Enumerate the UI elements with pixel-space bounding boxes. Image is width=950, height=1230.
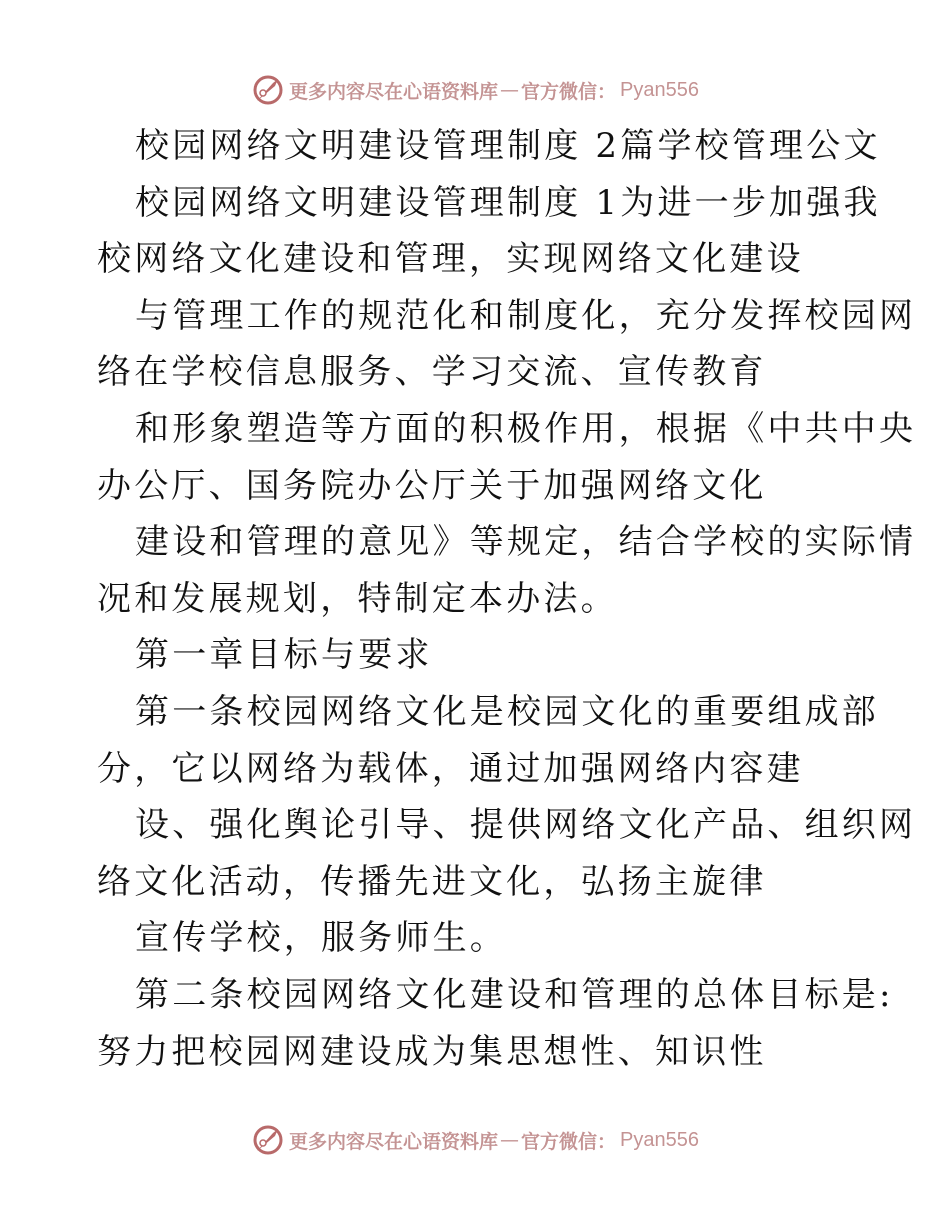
banner-text: 更多内容尽在心语资料库 [289,80,499,103]
paragraph-line: 宣传学校，服务师生。 [135,918,507,959]
paragraph-line: 况和发展规划，特制定本办法。 [97,578,618,619]
quill-logo-icon [251,73,285,107]
paragraph-line: 建设和管理的意见》等规定，结合学校的实际情 [135,522,917,563]
banner-wechat-id: Pyan556 [620,78,699,101]
document-body [97,118,917,1080]
paragraph-line: 校园网络文明建设管理制度 1为进一步加强我 [135,182,881,223]
banner-text: 更多内容尽在心语资料库 [289,1130,499,1153]
chapter-heading: 第一章目标与要求 [135,635,433,676]
paragraph-line: 第二条校园网络文化建设和管理的总体目标是: [135,974,894,1015]
paragraph-line: 络在学校信息服务、学习交流、宣传教育 [97,352,767,393]
banner-wechat-label: 官方微信： [521,80,617,103]
banner-separator: — [500,79,520,101]
paragraph-line: 办公厅、国务院办公厅关于加强网络文化 [97,465,767,506]
paragraph-line: 与管理工作的规范化和制度化，充分发挥校园网 [135,295,917,336]
paragraph-line: 努力把校园网建设成为集思想性、知识性 [97,1031,767,1072]
paragraph-line: 设、强化舆论引导、提供网络文化产品、组织网 [135,805,917,846]
quill-logo-icon [251,1123,285,1157]
banner-wechat-label: 官方微信： [521,1130,617,1153]
header-watermark-banner [0,70,950,110]
paragraph-line: 校网络文化建设和管理，实现网络文化建设 [97,239,804,280]
paragraph-line: 和形象塑造等方面的积极作用，根据《中共中央 [135,408,917,449]
paragraph-line: 第一条校园网络文化是校园文化的重要组成部 [135,691,879,732]
paragraph-line: 络文化活动，传播先进文化，弘扬主旋律 [97,861,767,902]
banner-wechat-id: Pyan556 [620,1128,699,1151]
document-title-line: 校园网络文明建设管理制度 2篇学校管理公文 [135,126,881,166]
paragraph-line: 分，它以网络为载体，通过加强网络内容建 [97,748,804,789]
banner-separator: — [500,1129,520,1151]
footer-watermark-banner [0,1120,950,1160]
